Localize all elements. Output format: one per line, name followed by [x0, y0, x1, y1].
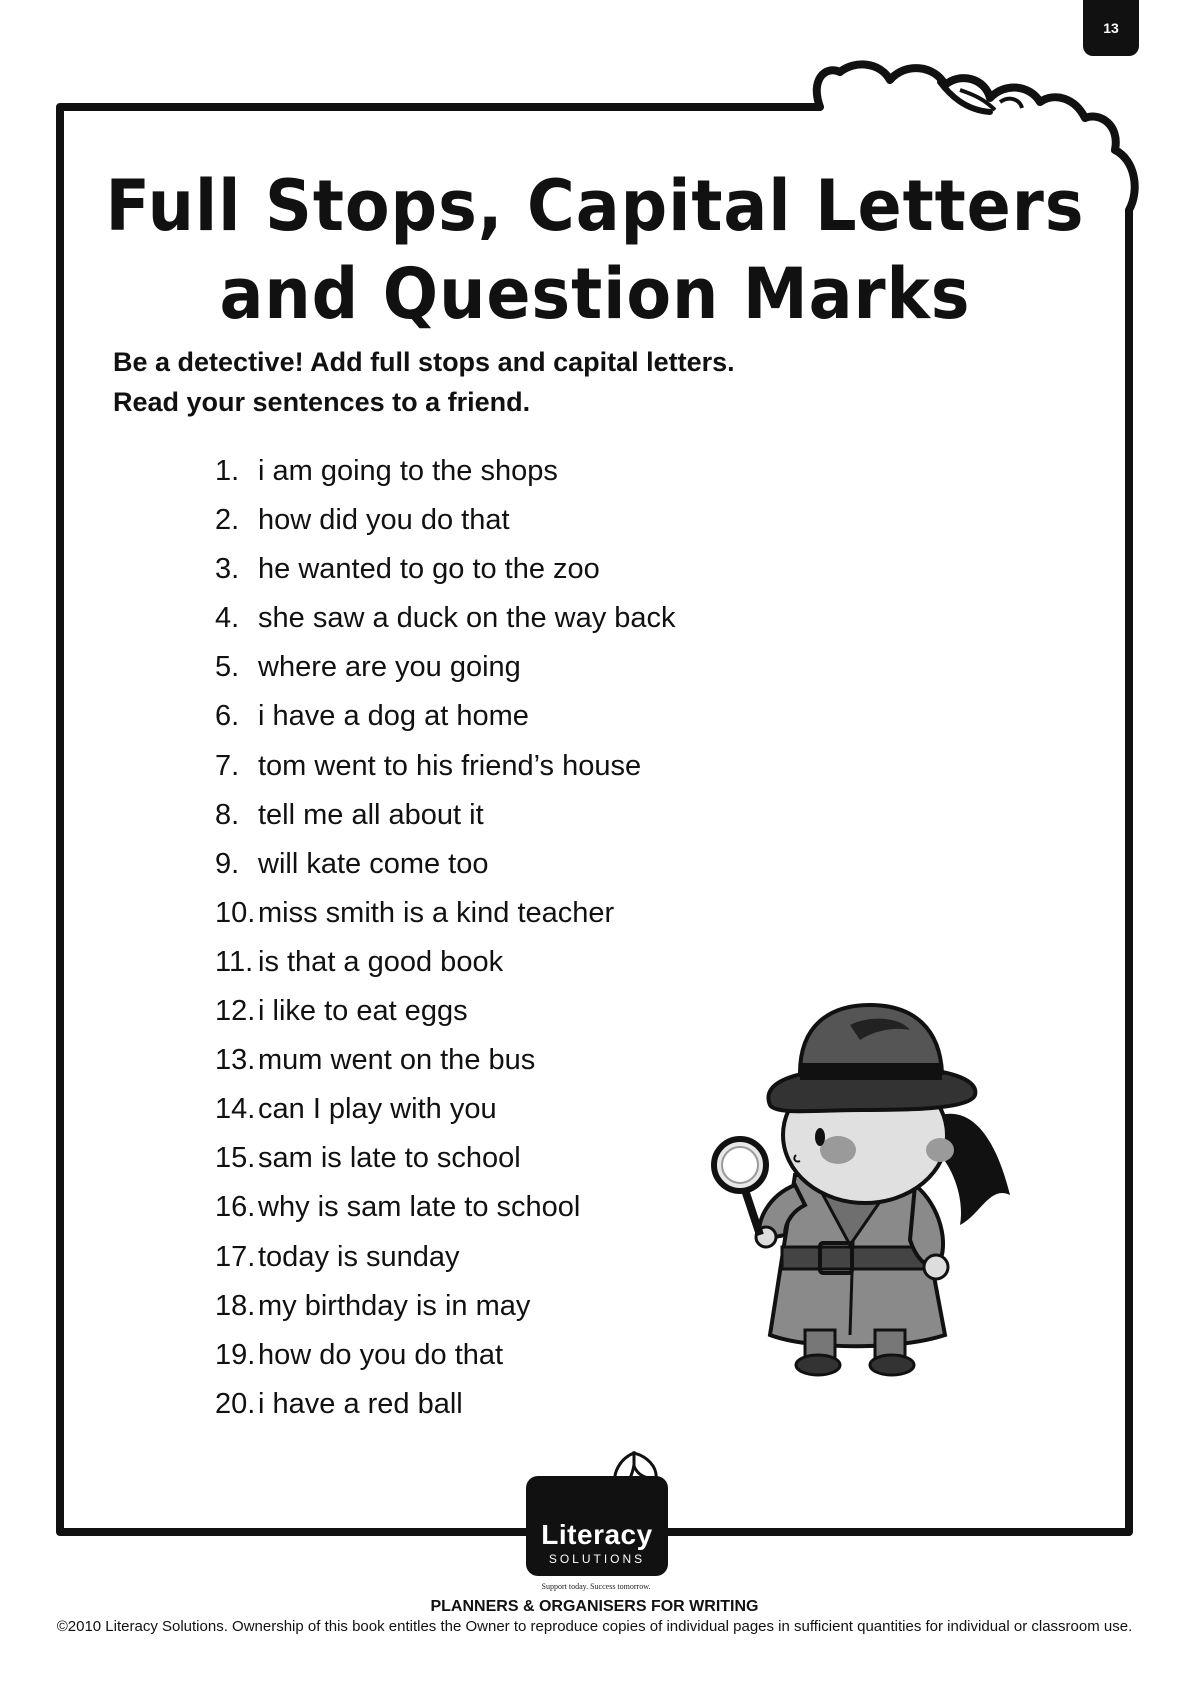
logo-name: Literacy — [541, 1519, 653, 1550]
list-item — [215, 1380, 676, 1429]
item-number: 12. — [215, 995, 256, 1028]
item-number: 20. — [215, 1387, 256, 1420]
item-number: 15. — [215, 1142, 256, 1175]
list-item — [215, 692, 676, 741]
item-text: mum went on the bus — [258, 1044, 536, 1077]
page-number: 13 — [1103, 20, 1119, 36]
item-number: 17. — [215, 1240, 256, 1273]
list-item — [215, 742, 676, 791]
item-text: miss smith is a kind teacher — [258, 896, 615, 929]
footer-title: PLANNERS & ORGANISERS FOR WRITING — [430, 1598, 759, 1615]
item-text: can I play with you — [258, 1093, 497, 1126]
footer-copyright: ©2010 Literacy Solutions. Ownership of this book entitles the Owner to reproduce copies of individual pages in sufficient quantities for individual or classroom use. — [56, 1618, 1133, 1635]
logo-subname: SOLUTIONS — [548, 1552, 646, 1566]
list-item — [215, 987, 676, 1036]
list-item — [215, 1233, 676, 1282]
item-number: 18. — [215, 1289, 256, 1322]
instruction-line-1: Be a detective! Add full stops and capital letters. — [113, 347, 735, 377]
item-number: 14. — [215, 1093, 256, 1126]
item-number: 1. — [215, 455, 240, 487]
item-text: is that a good book — [258, 945, 504, 978]
literacy-solutions-logo — [526, 1476, 668, 1576]
item-text: sam is late to school — [258, 1142, 521, 1175]
list-item — [215, 1036, 676, 1085]
list-item — [215, 1183, 676, 1232]
item-number: 7. — [215, 749, 240, 782]
item-text: today is sunday — [258, 1240, 460, 1273]
item-number: 4. — [215, 602, 240, 635]
list-item — [215, 1331, 676, 1380]
item-text: i have a dog at home — [258, 700, 529, 733]
list-item — [215, 1282, 676, 1331]
list-item — [215, 496, 676, 545]
title-line-1: Full Stops, Capital Letters — [105, 165, 1085, 247]
list-item — [215, 545, 676, 594]
list-item — [215, 1085, 676, 1134]
item-text: he wanted to go to the zoo — [258, 553, 600, 586]
list-item — [215, 594, 676, 643]
item-number: 9. — [215, 847, 240, 880]
item-text: she saw a duck on the way back — [258, 602, 676, 635]
item-number: 13. — [215, 1044, 256, 1077]
list-item — [215, 889, 676, 938]
item-text: tom went to his friend’s house — [258, 749, 642, 782]
item-number: 16. — [215, 1191, 256, 1224]
item-number: 19. — [215, 1338, 256, 1371]
detective-illustration — [700, 985, 1020, 1385]
item-text: i have a red ball — [258, 1387, 463, 1420]
item-text: i am going to the shops — [258, 455, 558, 487]
item-number: 8. — [215, 798, 240, 831]
item-text: i like to eat eggs — [258, 995, 468, 1028]
item-text: where are you going — [258, 651, 521, 684]
item-number: 6. — [215, 700, 240, 733]
list-item — [215, 938, 676, 987]
item-text: tell me all about it — [258, 798, 484, 831]
page-title — [97, 162, 1092, 338]
list-item — [215, 1134, 676, 1183]
item-number: 2. — [215, 504, 240, 537]
item-number: 3. — [215, 553, 240, 586]
item-text: why is sam late to school — [258, 1191, 581, 1224]
list-item — [215, 791, 676, 840]
item-text: will kate come too — [258, 847, 489, 880]
sentence-list — [215, 447, 676, 1429]
item-text: how do you do that — [258, 1338, 504, 1371]
instruction-line-2: Read your sentences to a friend. — [113, 387, 531, 417]
instructions — [113, 342, 735, 422]
item-number: 11. — [215, 945, 254, 978]
list-item — [215, 447, 676, 496]
logo-tagline: Support today. Success tomorrow. — [541, 1582, 651, 1591]
item-text: how did you do that — [258, 504, 510, 537]
title-line-2: and Question Marks — [219, 253, 971, 335]
item-text: my birthday is in may — [258, 1289, 531, 1322]
list-item — [215, 840, 676, 889]
list-item — [215, 643, 676, 692]
item-number: 5. — [215, 651, 240, 684]
item-number: 10. — [215, 896, 256, 929]
